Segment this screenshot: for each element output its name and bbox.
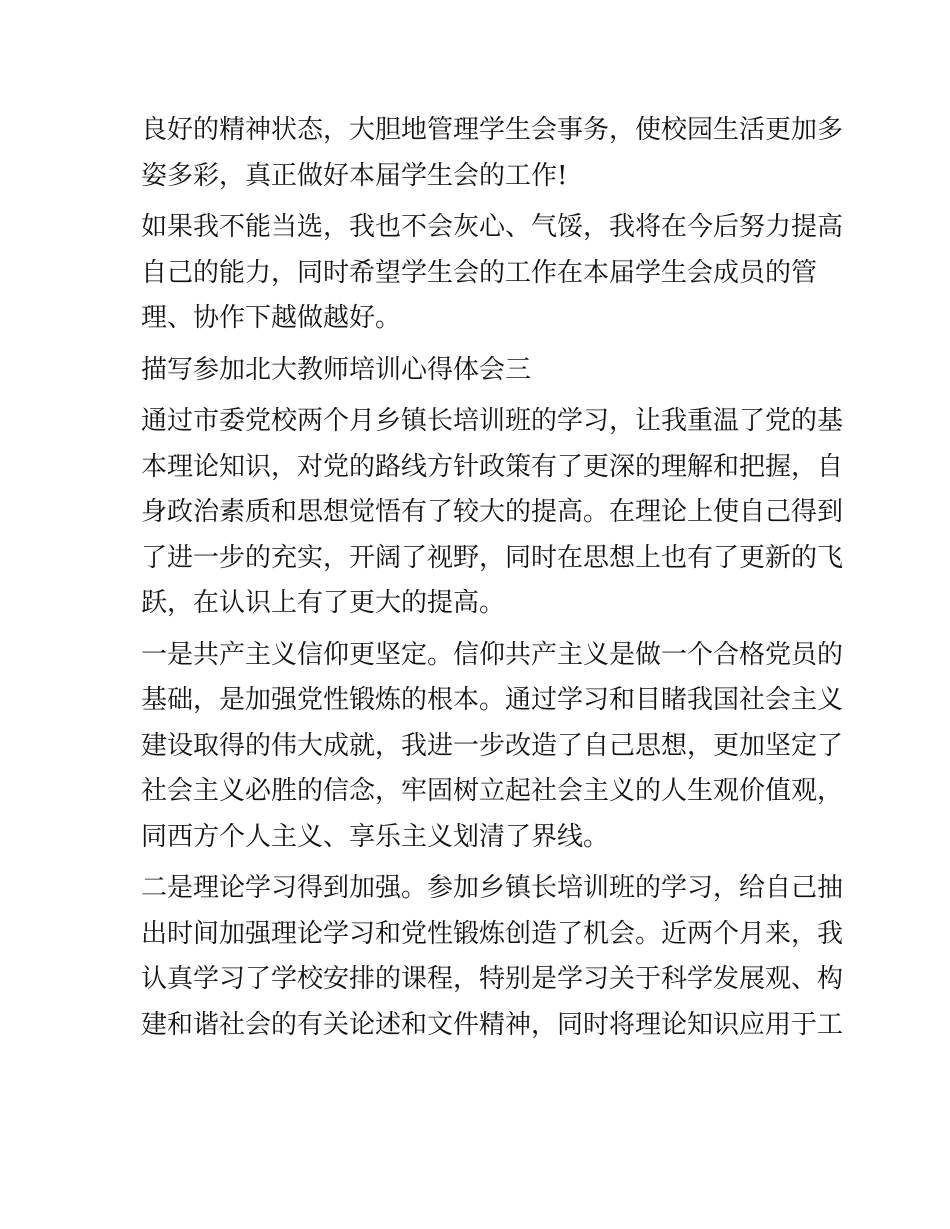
paragraph (141, 866, 844, 1048)
text-line: 同西方个人主义、享乐主义划清了界线。 (141, 821, 610, 852)
paragraph (141, 205, 844, 342)
text-line: 理、协作下越做越好。 (141, 303, 402, 333)
text-line: 自己的能力，同时希望学生会的工作在本届学生会成员的管 (141, 257, 818, 288)
text-line: 姿多彩，真正做好本届学生会的工作! (141, 160, 568, 191)
heading-line: 描写参加北大教师培训心得体会三 (141, 354, 532, 385)
paragraph (141, 399, 844, 627)
text-line: 了进一步的充实，开阔了视野，同时在思想上也有了更新的飞 (141, 542, 844, 573)
section-heading (141, 348, 813, 394)
text-line: 建和谐社会的有关论述和文件精神，同时将理论知识应用于工 (141, 1009, 844, 1040)
text-line: 二是理论学习得到加强。参加乡镇长培训班的学习，给自己抽 (141, 873, 844, 903)
text-line: 身政治素质和思想觉悟有了较大的提高。在理论上使自己得到 (141, 497, 844, 527)
text-line: 如果我不能当选，我也不会灰心、气馁，我将在今后努力提高 (141, 212, 844, 242)
text-line: 基础，是加强党性锻炼的根本。通过学习和目睹我国社会主义 (141, 685, 844, 715)
text-line: 通过市委党校两个月乡镇长培训班的学习，让我重温了党的基 (141, 406, 844, 436)
paragraph (141, 633, 844, 861)
text-line: 认真学习了学校安排的课程，特别是学习关于科学发展观、构 (141, 964, 844, 994)
paragraph (141, 108, 844, 199)
text-line: 建设取得的伟大成就，我进一步改造了自己思想，更加坚定了 (141, 730, 844, 761)
text-line: 本理论知识，对党的路线方针政策有了更深的理解和把握，自 (141, 451, 844, 482)
document-body (141, 108, 844, 1048)
text-line: 一是共产主义信仰更坚定。信仰共产主义是做一个合格党员的 (141, 639, 844, 670)
text-line: 出时间加强理论学习和党性锻炼创造了机会。近两个月来，我 (141, 918, 844, 949)
text-line: 良好的精神状态，大胆地管理学生会事务，使校园生活更加多 (141, 115, 844, 145)
text-line: 跃，在认识上有了更大的提高。 (141, 588, 506, 618)
text-line: 社会主义必胜的信念，牢固树立起社会主义的人生观价值观， (141, 776, 844, 806)
